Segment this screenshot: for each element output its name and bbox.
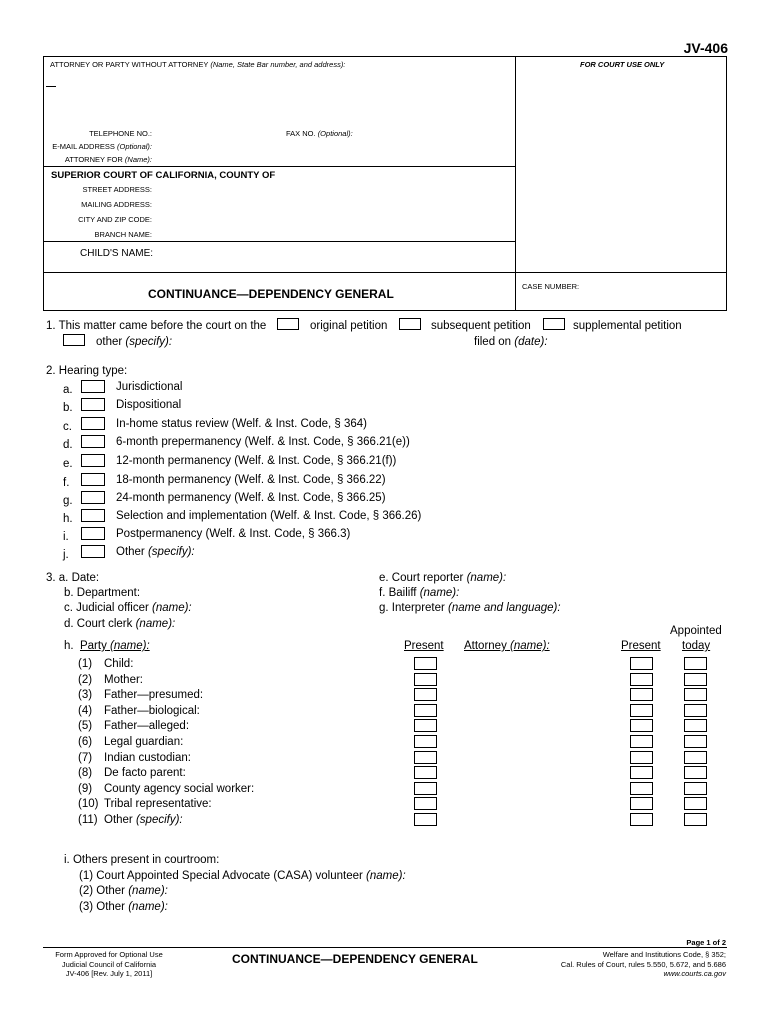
party-header: h. Party (name): [64, 640, 150, 652]
fax-label: FAX NO. (Optional): [286, 129, 353, 138]
hearing-type-label: 12-month permanency (Welf. & Inst. Code, § 366.21(f)) [116, 455, 397, 467]
city-zip-label: CITY AND ZIP CODE: [78, 215, 152, 224]
email-label: E-MAIL ADDRESS (Optional): [52, 142, 152, 151]
attorney-present-checkbox[interactable] [630, 751, 653, 764]
branch-name-label: BRANCH NAME: [94, 230, 152, 239]
party-present-checkbox[interactable] [414, 657, 437, 670]
other-present-1-label: (2) Other (name): [79, 885, 168, 897]
attorney-present-checkbox[interactable] [630, 782, 653, 795]
party-number: (5) [78, 720, 93, 732]
party-present-checkbox[interactable] [414, 688, 437, 701]
hearing-type-checkbox[interactable] [81, 473, 105, 486]
hearing-type-title: 2. Hearing type: [46, 365, 128, 377]
hearing-type-letter: a. [63, 384, 73, 396]
attorney-present-checkbox[interactable] [630, 688, 653, 701]
court-clerk-label: d. Court clerk (name): [64, 618, 176, 630]
filed-on-label: filed on (date): [474, 336, 548, 348]
attorney-name-field[interactable] [46, 86, 56, 87]
party-number: (9) [78, 783, 93, 795]
present-header: Present [404, 640, 444, 652]
party-present-checkbox[interactable] [414, 751, 437, 764]
party-label: Tribal representative: [104, 798, 212, 810]
interpreter-label: g. Interpreter (name and language): [379, 602, 561, 614]
party-label: County agency social worker: [104, 783, 255, 795]
hearing-type-letter: j. [63, 549, 69, 561]
hearing-type-checkbox[interactable] [81, 454, 105, 467]
court-section-divider [43, 241, 515, 242]
attorney-present-checkbox[interactable] [630, 719, 653, 732]
party-present-checkbox[interactable] [414, 782, 437, 795]
item1-text: 1. This matter came before the court on the [46, 320, 267, 332]
party-number: (10) [78, 798, 99, 810]
hearing-type-letter: d. [63, 439, 73, 451]
party-present-checkbox[interactable] [414, 673, 437, 686]
hearing-type-letter: c. [63, 421, 72, 433]
department-label: b. Department: [64, 587, 141, 599]
party-number: (7) [78, 752, 93, 764]
attorney-header: Attorney (name): [464, 640, 550, 652]
party-present-checkbox[interactable] [414, 704, 437, 717]
subsequent-petition-label: subsequent petition [431, 320, 531, 332]
hearing-type-checkbox[interactable] [81, 491, 105, 504]
appointed-today-checkbox[interactable] [684, 782, 707, 795]
appointed-today-header: today [682, 640, 711, 652]
hearing-type-letter: h. [63, 513, 73, 525]
hearing-type-checkbox[interactable] [81, 545, 105, 558]
attorney-present-checkbox[interactable] [630, 766, 653, 779]
party-label: Father—alleged: [104, 720, 190, 732]
attorney-present-checkbox[interactable] [630, 657, 653, 670]
party-present-checkbox[interactable] [414, 735, 437, 748]
party-number: (6) [78, 736, 93, 748]
hearing-type-label: Postpermanency (Welf. & Inst. Code, § 366.3) [116, 528, 351, 540]
court-title: SUPERIOR COURT OF CALIFORNIA, COUNTY OF [51, 170, 276, 181]
party-label: Father—biological: [104, 705, 200, 717]
party-label: Father—presumed: [104, 689, 204, 701]
appointed-today-checkbox[interactable] [684, 673, 707, 686]
appointed-today-checkbox[interactable] [684, 735, 707, 748]
original-petition-label: original petition [310, 320, 388, 332]
party-label: Legal guardian: [104, 736, 184, 748]
other-present-2-label: (3) Other (name): [79, 901, 168, 913]
hearing-type-checkbox[interactable] [81, 435, 105, 448]
party-present-checkbox[interactable] [414, 797, 437, 810]
attorney-label: ATTORNEY OR PARTY WITHOUT ATTORNEY (Name, State Bar number, and address): [50, 60, 346, 69]
party-number: (8) [78, 767, 93, 779]
party-number: (2) [78, 674, 93, 686]
bailiff-label: f. Bailiff (name): [379, 587, 460, 599]
party-label: De facto parent: [104, 767, 186, 779]
footer-left-block: Form Approved for Optional Use Judicial Council of California JV-406 [Rev. July 1, 2011] [55, 950, 163, 978]
party-label: Child: [104, 658, 134, 670]
hearing-type-letter: e. [63, 458, 73, 470]
party-present-checkbox[interactable] [414, 813, 437, 826]
child-name-divider [43, 272, 727, 273]
supplemental-petition-label: supplemental petition [573, 320, 682, 332]
party-label: Other (specify): [104, 814, 183, 826]
party-present-checkbox[interactable] [414, 719, 437, 732]
caption-form-title: CONTINUANCE—DEPENDENCY GENERAL [148, 287, 394, 301]
hearing-type-letter: i. [63, 531, 69, 543]
hearing-type-checkbox[interactable] [81, 380, 105, 393]
footer-form-title: CONTINUANCE—DEPENDENCY GENERAL [232, 952, 478, 966]
other-petition-checkbox[interactable] [63, 334, 85, 346]
hearing-type-checkbox[interactable] [81, 527, 105, 540]
hearing-type-letter: f. [63, 477, 70, 489]
date-label: 3. a. Date: [46, 572, 100, 584]
attorney-for-label: ATTORNEY FOR (Name): [64, 155, 152, 164]
casa-volunteer-label: (1) Court Appointed Special Advocate (CASA) volunteer (name): [79, 870, 406, 882]
judicial-officer-label: c. Judicial officer (name): [64, 602, 192, 614]
hearing-type-label: In-home status review (Welf. & Inst. Code, § 364) [116, 418, 367, 430]
footer-right-block: Welfare and Institutions Code, § 352; Cal. Rules of Court, rules 5.550, 5.672, and 5.686 www.courts.ca.gov [560, 950, 726, 978]
party-label: Indian custodian: [104, 752, 191, 764]
page-number: Page 1 of 2 [686, 938, 726, 947]
appointed-today-checkbox[interactable] [684, 813, 707, 826]
party-number: (1) [78, 658, 93, 670]
party-number: (11) [78, 814, 98, 826]
party-present-checkbox[interactable] [414, 766, 437, 779]
party-label: Mother: [104, 674, 143, 686]
telephone-label: TELEPHONE NO.: [89, 129, 152, 138]
hearing-type-letter: b. [63, 402, 73, 414]
subsequent-petition-checkbox[interactable] [399, 318, 421, 330]
appointed-today-checkbox[interactable] [684, 704, 707, 717]
hearing-type-label: 18-month permanency (Welf. & Inst. Code, § 366.22) [116, 474, 386, 486]
appointed-today-checkbox[interactable] [684, 797, 707, 810]
other-petition-label: other (specify): [96, 336, 173, 348]
appointed-header: Appointed [670, 625, 722, 637]
attorney-present-checkbox[interactable] [630, 813, 653, 826]
hearing-type-checkbox[interactable] [81, 398, 105, 411]
attorney-present-checkbox[interactable] [630, 797, 653, 810]
hearing-type-checkbox[interactable] [81, 417, 105, 430]
street-address-label: STREET ADDRESS: [82, 185, 152, 194]
mailing-address-label: MAILING ADDRESS: [81, 200, 152, 209]
others-present-title: i. Others present in courtroom: [64, 854, 220, 866]
childs-name-label: CHILD'S NAME: [80, 248, 154, 259]
form-id: JV-406 [683, 40, 728, 56]
hearing-type-label: Selection and implementation (Welf. & Inst. Code, § 366.26) [116, 510, 422, 522]
hearing-type-label: Dispositional [116, 399, 182, 411]
hearing-type-label: Other (specify): [116, 546, 195, 558]
appointed-today-checkbox[interactable] [684, 688, 707, 701]
appointed-today-checkbox[interactable] [684, 719, 707, 732]
appointed-today-checkbox[interactable] [684, 657, 707, 670]
hearing-type-label: 24-month permanency (Welf. & Inst. Code, § 366.25) [116, 492, 386, 504]
court-reporter-label: e. Court reporter (name): [379, 572, 507, 584]
supplemental-petition-checkbox[interactable] [543, 318, 565, 330]
hearing-type-label: 6-month prepermanency (Welf. & Inst. Code, § 366.21(e)) [116, 436, 410, 448]
attorney-present-checkbox[interactable] [630, 673, 653, 686]
case-number-label: CASE NUMBER: [522, 282, 580, 291]
hearing-type-label: Jurisdictional [116, 381, 183, 393]
attorney-present-checkbox[interactable] [630, 735, 653, 748]
attorney-section-divider [43, 166, 515, 167]
court-use-label: FOR COURT USE ONLY [580, 60, 665, 69]
appointed-today-checkbox[interactable] [684, 766, 707, 779]
footer-rule [43, 947, 727, 948]
original-petition-checkbox[interactable] [277, 318, 299, 330]
attorney-present-header: Present [621, 640, 661, 652]
hearing-type-letter: g. [63, 495, 73, 507]
party-number: (4) [78, 705, 93, 717]
attorney-present-checkbox[interactable] [630, 704, 653, 717]
party-number: (3) [78, 689, 93, 701]
hearing-type-checkbox[interactable] [81, 509, 105, 522]
appointed-today-checkbox[interactable] [684, 751, 707, 764]
